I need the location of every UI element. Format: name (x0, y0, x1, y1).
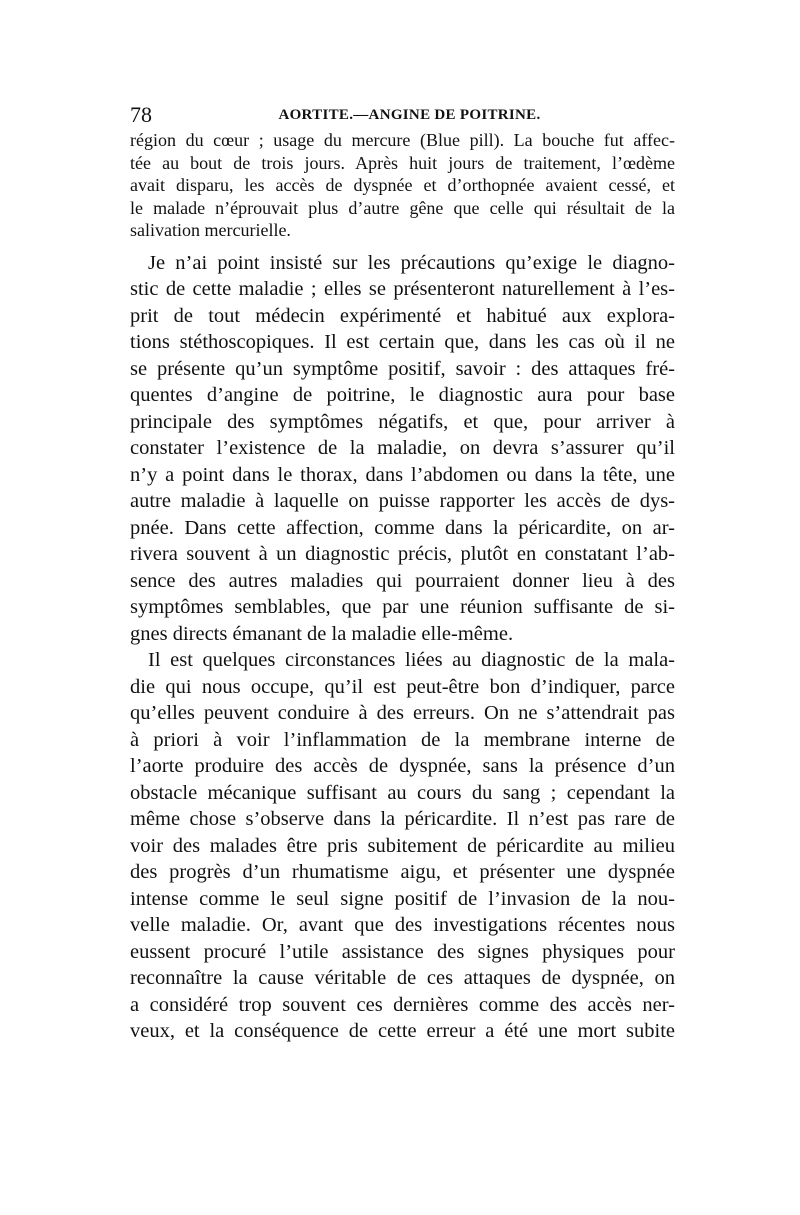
text-line: voir des malades être pris subitement de péricardite au milieu (130, 834, 675, 857)
text-line: stic de cette maladie ; elles se présenteront naturellement à l’es- (130, 278, 675, 300)
text-line: n’y a point dans le thorax, dans l’abdomen ou dans la tête, une (130, 463, 675, 486)
text-line: même chose s’observe dans la péricardite. Il n’est pas rare de (130, 808, 675, 830)
text-line: a considéré trop souvent ces dernières comme des accès ner- (130, 993, 675, 1016)
text-line: symptômes semblables, que par une réunion suffisante de si- (130, 596, 675, 618)
page-number: 78 (130, 102, 152, 127)
text-line: Il est quelques circonstances liées au diagnostic de la mala- (148, 649, 675, 671)
text-line: qu’elles peuvent conduire à des erreurs. On ne s’attendrait pas (130, 702, 675, 724)
text-line: se présente qu’un symptôme positif, savoir : des attaques fré- (130, 357, 675, 380)
text-line: avait disparu, les accès de dyspnée et d’orthopnée avaient cessé, et (130, 175, 675, 195)
text-line: tée au bout de trois jours. Après huit jours de traitement, l’œdème (130, 152, 675, 173)
body-text (130, 129, 675, 1045)
running-title: AORTITE.—ANGINE DE POITRINE. (278, 107, 541, 123)
text-line: le malade n’éprouvait plus d’autre gêne que celle qui résultait de la (130, 197, 675, 218)
text-line: constater l’existence de la maladie, on devra s’assurer qu’il (130, 437, 675, 459)
text-line: die qui nous occupe, qu’il est peut-être bon d’indiquer, parce (130, 675, 675, 698)
text-line: l’aorte produire des accès de dyspnée, sans la présence d’un (130, 755, 675, 777)
text-line: autre maladie à laquelle on puisse rapporter les accès de dys- (130, 490, 675, 512)
text-line: à priori à voir l’inflammation de la membrane interne de (130, 728, 675, 751)
paragraph-2 (130, 250, 675, 648)
text-line: pnée. Dans cette affection, comme dans la péricardite, on ar- (130, 516, 675, 539)
page-header (130, 100, 675, 130)
text-line: reconnaître la cause véritable de ces attaques de dyspnée, on (130, 967, 675, 989)
text-line: Je n’ai point insisté sur les précautions qu’exige le diagno- (148, 251, 675, 274)
text-line: région du cœur ; usage du mercure (Blue pill). La bouche fut affec- (130, 130, 675, 150)
text-line: rivera souvent à un diagnostic précis, plutôt en constatant l’ab- (130, 543, 675, 565)
text-line: velle maladie. Or, avant que des investigations récentes nous (130, 914, 675, 936)
text-line: quentes d’angine de poitrine, le diagnostic aura pour base (130, 384, 675, 406)
text-line: veux, et la conséquence de cette erreur a été une mort subite (130, 1020, 675, 1042)
text-line: gnes directs émanant de la maladie elle-même. (130, 622, 514, 645)
text-line: salivation mercurielle. (130, 220, 291, 240)
text-line: eussent procuré l’utile assistance des signes physiques pour (130, 940, 675, 963)
text-line: intense comme le seul signe positif de l’invasion de la nou- (130, 887, 675, 910)
paragraph-3 (130, 647, 675, 1045)
text-line: tions stéthoscopiques. Il est certain que, dans les cas où il ne (130, 331, 675, 353)
paragraph-1 (130, 129, 675, 242)
paragraph-gap (130, 242, 675, 250)
text-line: prit de tout médecin expérimenté et habitué aux explora- (130, 304, 675, 327)
text-line: obstacle mécanique suffisant au cours du sang ; cependant la (130, 781, 675, 804)
text-line: sence des autres maladies qui pourraient donner lieu à des (130, 569, 675, 592)
text-line: principale des symptômes négatifs, et que, pour arriver à (130, 410, 675, 433)
text-line: des progrès d’un rhumatisme aigu, et présenter une dyspnée (130, 861, 675, 883)
